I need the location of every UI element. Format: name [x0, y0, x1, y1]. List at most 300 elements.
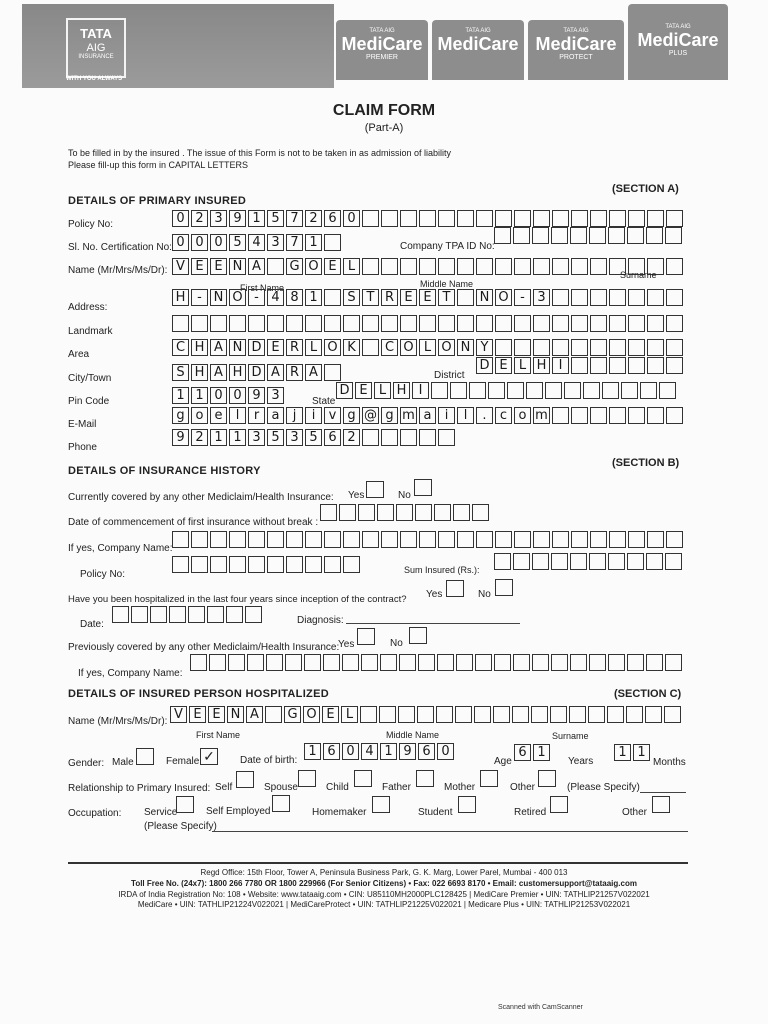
char-box[interactable]	[457, 210, 474, 227]
char-box[interactable]: 0	[191, 234, 208, 251]
char-box[interactable]: A	[305, 364, 322, 381]
char-box[interactable]: E	[419, 289, 436, 306]
char-box[interactable]	[647, 407, 664, 424]
covered-no-checkbox[interactable]	[414, 479, 432, 496]
char-box[interactable]	[400, 531, 417, 548]
char-box[interactable]	[571, 339, 588, 356]
char-box[interactable]: C	[172, 339, 189, 356]
char-box[interactable]	[362, 258, 379, 275]
char-box[interactable]: E	[267, 339, 284, 356]
char-box[interactable]	[551, 553, 568, 570]
char-box[interactable]	[647, 531, 664, 548]
occ-service-checkbox[interactable]	[176, 796, 194, 813]
char-box[interactable]: L	[305, 339, 322, 356]
char-box[interactable]	[381, 258, 398, 275]
char-box[interactable]	[628, 531, 645, 548]
char-box[interactable]: 2	[305, 210, 322, 227]
certification-no-field[interactable]	[172, 234, 343, 251]
char-box[interactable]	[265, 706, 282, 723]
char-box[interactable]: 0	[210, 234, 227, 251]
char-box[interactable]	[665, 227, 682, 244]
char-box[interactable]	[419, 210, 436, 227]
commencement-date-field[interactable]	[320, 504, 491, 521]
char-box[interactable]	[666, 315, 683, 332]
company-name-field[interactable]	[172, 531, 685, 548]
char-box[interactable]: N	[476, 289, 493, 306]
char-box[interactable]	[305, 556, 322, 573]
char-box[interactable]: S	[172, 364, 189, 381]
char-box[interactable]: D	[248, 364, 265, 381]
char-box[interactable]	[112, 606, 129, 623]
char-box[interactable]: 0	[343, 210, 360, 227]
char-box[interactable]	[628, 339, 645, 356]
char-box[interactable]: -	[248, 289, 265, 306]
char-box[interactable]	[381, 210, 398, 227]
char-box[interactable]	[342, 654, 359, 671]
char-box[interactable]	[398, 706, 415, 723]
char-box[interactable]	[590, 210, 607, 227]
char-box[interactable]	[172, 315, 189, 332]
char-box[interactable]	[169, 606, 186, 623]
char-box[interactable]: V	[170, 706, 187, 723]
char-box[interactable]: 1	[533, 744, 550, 761]
phone-field[interactable]	[172, 429, 457, 446]
char-box[interactable]	[362, 531, 379, 548]
char-box[interactable]: N	[229, 258, 246, 275]
char-box[interactable]: 3	[267, 387, 284, 404]
char-box[interactable]	[362, 315, 379, 332]
char-box[interactable]	[533, 315, 550, 332]
char-box[interactable]	[514, 210, 531, 227]
char-box[interactable]	[590, 339, 607, 356]
char-box[interactable]: 1	[172, 387, 189, 404]
char-box[interactable]	[570, 654, 587, 671]
char-box[interactable]	[419, 315, 436, 332]
char-box[interactable]	[551, 227, 568, 244]
char-box[interactable]	[627, 553, 644, 570]
char-box[interactable]	[191, 556, 208, 573]
char-box[interactable]	[589, 227, 606, 244]
char-box[interactable]	[396, 504, 413, 521]
char-box[interactable]	[286, 531, 303, 548]
char-box[interactable]: L	[374, 382, 391, 399]
char-box[interactable]	[533, 258, 550, 275]
diagnosis-field[interactable]	[346, 623, 520, 624]
char-box[interactable]	[324, 234, 341, 251]
char-box[interactable]	[495, 315, 512, 332]
char-box[interactable]: 4	[361, 743, 378, 760]
char-box[interactable]	[304, 654, 321, 671]
char-box[interactable]	[476, 315, 493, 332]
char-box[interactable]: 9	[172, 429, 189, 446]
char-box[interactable]: 2	[343, 429, 360, 446]
char-box[interactable]: L	[514, 357, 531, 374]
rel-spouse-checkbox[interactable]	[298, 770, 316, 787]
char-box[interactable]	[399, 654, 416, 671]
char-box[interactable]: H	[229, 364, 246, 381]
char-box[interactable]	[645, 706, 662, 723]
female-checkbox[interactable]: ✓	[200, 748, 218, 765]
hospitalized-yes-checkbox[interactable]	[446, 580, 464, 597]
char-box[interactable]: E	[495, 357, 512, 374]
char-box[interactable]: e	[210, 407, 227, 424]
char-box[interactable]	[248, 531, 265, 548]
char-box[interactable]: H	[191, 339, 208, 356]
char-box[interactable]	[647, 315, 664, 332]
char-box[interactable]	[436, 706, 453, 723]
age-field[interactable]	[514, 744, 552, 761]
char-box[interactable]	[646, 654, 663, 671]
char-box[interactable]: N	[227, 706, 244, 723]
char-box[interactable]	[628, 315, 645, 332]
char-box[interactable]: l	[229, 407, 246, 424]
char-box[interactable]: 0	[210, 387, 227, 404]
char-box[interactable]: C	[381, 339, 398, 356]
char-box[interactable]: j	[286, 407, 303, 424]
occ-other-checkbox[interactable]	[652, 796, 670, 813]
char-box[interactable]	[627, 227, 644, 244]
covered-yes-checkbox[interactable]	[366, 481, 384, 498]
char-box[interactable]	[362, 210, 379, 227]
char-box[interactable]	[191, 315, 208, 332]
months-field[interactable]	[614, 744, 652, 761]
char-box[interactable]: 5	[267, 210, 284, 227]
char-box[interactable]	[533, 339, 550, 356]
char-box[interactable]: 8	[286, 289, 303, 306]
char-box[interactable]: 0	[172, 210, 189, 227]
char-box[interactable]: 1	[304, 743, 321, 760]
pin-code-field[interactable]	[172, 387, 286, 404]
char-box[interactable]: g	[381, 407, 398, 424]
rel-other-checkbox[interactable]	[538, 770, 556, 787]
char-box[interactable]	[286, 556, 303, 573]
char-box[interactable]	[453, 504, 470, 521]
char-box[interactable]	[607, 706, 624, 723]
state-field[interactable]	[336, 382, 678, 399]
char-box[interactable]	[476, 210, 493, 227]
char-box[interactable]: 4	[267, 289, 284, 306]
char-box[interactable]	[552, 289, 569, 306]
char-box[interactable]	[552, 210, 569, 227]
char-box[interactable]	[131, 606, 148, 623]
char-box[interactable]: A	[248, 258, 265, 275]
char-box[interactable]: 6	[323, 743, 340, 760]
char-box[interactable]	[400, 315, 417, 332]
char-box[interactable]	[571, 289, 588, 306]
char-box[interactable]	[457, 258, 474, 275]
char-box[interactable]	[628, 357, 645, 374]
char-box[interactable]	[266, 654, 283, 671]
char-box[interactable]	[285, 654, 302, 671]
policy-no-field[interactable]	[172, 210, 685, 227]
char-box[interactable]	[172, 556, 189, 573]
char-box[interactable]	[324, 289, 341, 306]
char-box[interactable]: 4	[248, 234, 265, 251]
char-box[interactable]	[381, 315, 398, 332]
char-box[interactable]: O	[438, 339, 455, 356]
char-box[interactable]: A	[267, 364, 284, 381]
hospitalization-date-field[interactable]	[112, 606, 264, 623]
char-box[interactable]: o	[514, 407, 531, 424]
char-box[interactable]	[665, 654, 682, 671]
char-box[interactable]	[267, 315, 284, 332]
char-box[interactable]	[514, 315, 531, 332]
char-box[interactable]	[626, 706, 643, 723]
char-box[interactable]	[343, 531, 360, 548]
char-box[interactable]	[381, 531, 398, 548]
char-box[interactable]: E	[208, 706, 225, 723]
name-field[interactable]	[172, 258, 685, 275]
char-box[interactable]	[571, 210, 588, 227]
char-box[interactable]	[666, 531, 683, 548]
char-box[interactable]	[609, 531, 626, 548]
occ-self-employed-checkbox[interactable]	[272, 795, 290, 812]
char-box[interactable]	[666, 357, 683, 374]
char-box[interactable]	[589, 553, 606, 570]
char-box[interactable]	[210, 315, 227, 332]
char-box[interactable]: 9	[229, 210, 246, 227]
char-box[interactable]: 1	[229, 429, 246, 446]
char-box[interactable]: 6	[324, 210, 341, 227]
char-box[interactable]	[457, 315, 474, 332]
char-box[interactable]	[267, 556, 284, 573]
char-box[interactable]: K	[343, 339, 360, 356]
char-box[interactable]	[564, 382, 581, 399]
char-box[interactable]	[245, 606, 262, 623]
char-box[interactable]: E	[210, 258, 227, 275]
char-box[interactable]	[666, 339, 683, 356]
hospitalized-no-checkbox[interactable]	[495, 579, 513, 596]
char-box[interactable]	[495, 339, 512, 356]
char-box[interactable]: 1	[614, 744, 631, 761]
rel-specify-field[interactable]	[640, 792, 686, 793]
char-box[interactable]	[526, 382, 543, 399]
b-policy-no-field[interactable]	[172, 556, 362, 573]
char-box[interactable]	[474, 706, 491, 723]
char-box[interactable]	[609, 289, 626, 306]
char-box[interactable]	[590, 531, 607, 548]
char-box[interactable]	[590, 407, 607, 424]
char-box[interactable]	[324, 364, 341, 381]
c-name-field[interactable]	[170, 706, 683, 723]
char-box[interactable]: N	[210, 289, 227, 306]
char-box[interactable]	[419, 429, 436, 446]
char-box[interactable]: 1	[191, 387, 208, 404]
char-box[interactable]	[647, 289, 664, 306]
char-box[interactable]	[267, 258, 284, 275]
char-box[interactable]	[469, 382, 486, 399]
char-box[interactable]	[248, 315, 265, 332]
char-box[interactable]	[419, 258, 436, 275]
char-box[interactable]	[533, 210, 550, 227]
char-box[interactable]	[646, 227, 663, 244]
char-box[interactable]: g	[343, 407, 360, 424]
char-box[interactable]	[210, 556, 227, 573]
occ-specify-field[interactable]	[212, 831, 688, 832]
char-box[interactable]	[455, 706, 472, 723]
char-box[interactable]	[361, 654, 378, 671]
char-box[interactable]: A	[210, 364, 227, 381]
char-box[interactable]: O	[303, 706, 320, 723]
char-box[interactable]	[659, 382, 676, 399]
char-box[interactable]	[247, 654, 264, 671]
char-box[interactable]: 5	[267, 429, 284, 446]
tpa-id-field[interactable]	[494, 227, 684, 244]
char-box[interactable]: i	[305, 407, 322, 424]
char-box[interactable]	[339, 504, 356, 521]
rel-child-checkbox[interactable]	[354, 770, 372, 787]
char-box[interactable]: O	[324, 339, 341, 356]
char-box[interactable]	[191, 531, 208, 548]
char-box[interactable]	[608, 553, 625, 570]
char-box[interactable]	[666, 258, 683, 275]
prev-company-field[interactable]	[190, 654, 684, 671]
char-box[interactable]: 1	[633, 744, 650, 761]
char-box[interactable]	[552, 339, 569, 356]
char-box[interactable]: E	[355, 382, 372, 399]
char-box[interactable]: O	[400, 339, 417, 356]
char-box[interactable]: 2	[191, 429, 208, 446]
char-box[interactable]	[228, 654, 245, 671]
char-box[interactable]	[602, 382, 619, 399]
address-field[interactable]	[172, 289, 685, 306]
char-box[interactable]: Y	[476, 339, 493, 356]
char-box[interactable]	[514, 531, 531, 548]
char-box[interactable]: N	[229, 339, 246, 356]
char-box[interactable]	[343, 556, 360, 573]
char-box[interactable]: 3	[286, 429, 303, 446]
char-box[interactable]: A	[246, 706, 263, 723]
char-box[interactable]: L	[419, 339, 436, 356]
char-box[interactable]: a	[267, 407, 284, 424]
char-box[interactable]	[362, 429, 379, 446]
char-box[interactable]	[552, 531, 569, 548]
char-box[interactable]	[666, 289, 683, 306]
char-box[interactable]	[647, 210, 664, 227]
char-box[interactable]	[437, 654, 454, 671]
char-box[interactable]	[324, 531, 341, 548]
char-box[interactable]: H	[191, 364, 208, 381]
char-box[interactable]	[609, 407, 626, 424]
char-box[interactable]: 3	[248, 429, 265, 446]
char-box[interactable]	[438, 531, 455, 548]
char-box[interactable]	[569, 706, 586, 723]
char-box[interactable]	[358, 504, 375, 521]
char-box[interactable]	[305, 531, 322, 548]
char-box[interactable]: L	[341, 706, 358, 723]
char-box[interactable]: 0	[229, 387, 246, 404]
char-box[interactable]	[324, 315, 341, 332]
char-box[interactable]	[494, 553, 511, 570]
char-box[interactable]	[609, 357, 626, 374]
char-box[interactable]	[571, 315, 588, 332]
char-box[interactable]	[608, 654, 625, 671]
char-box[interactable]: -	[191, 289, 208, 306]
char-box[interactable]	[666, 407, 683, 424]
occ-homemaker-checkbox[interactable]	[372, 796, 390, 813]
char-box[interactable]: D	[336, 382, 353, 399]
char-box[interactable]	[570, 227, 587, 244]
char-box[interactable]	[400, 258, 417, 275]
char-box[interactable]	[570, 553, 587, 570]
char-box[interactable]	[286, 315, 303, 332]
char-box[interactable]	[609, 315, 626, 332]
prev-yes-checkbox[interactable]	[357, 628, 375, 645]
char-box[interactable]	[438, 315, 455, 332]
char-box[interactable]	[609, 210, 626, 227]
char-box[interactable]	[434, 504, 451, 521]
char-box[interactable]: 1	[248, 210, 265, 227]
char-box[interactable]: H	[533, 357, 550, 374]
char-box[interactable]	[475, 654, 492, 671]
char-box[interactable]	[267, 531, 284, 548]
occ-retired-checkbox[interactable]	[550, 796, 568, 813]
char-box[interactable]	[627, 654, 644, 671]
char-box[interactable]: 0	[172, 234, 189, 251]
char-box[interactable]: 0	[342, 743, 359, 760]
char-box[interactable]: l	[457, 407, 474, 424]
char-box[interactable]	[531, 706, 548, 723]
char-box[interactable]: O	[305, 258, 322, 275]
char-box[interactable]	[640, 382, 657, 399]
char-box[interactable]: 5	[305, 429, 322, 446]
char-box[interactable]	[647, 357, 664, 374]
char-box[interactable]	[664, 706, 681, 723]
char-box[interactable]	[450, 382, 467, 399]
char-box[interactable]	[621, 382, 638, 399]
char-box[interactable]: V	[172, 258, 189, 275]
char-box[interactable]: T	[438, 289, 455, 306]
char-box[interactable]: A	[210, 339, 227, 356]
char-box[interactable]	[513, 654, 530, 671]
sum-insured-field[interactable]	[494, 553, 684, 570]
char-box[interactable]	[438, 210, 455, 227]
char-box[interactable]	[400, 210, 417, 227]
occ-student-checkbox[interactable]	[458, 796, 476, 813]
char-box[interactable]: D	[476, 357, 493, 374]
area-field[interactable]	[172, 339, 685, 356]
char-box[interactable]: 9	[399, 743, 416, 760]
char-box[interactable]	[513, 553, 530, 570]
char-box[interactable]	[379, 706, 396, 723]
char-box[interactable]	[533, 531, 550, 548]
char-box[interactable]: r	[248, 407, 265, 424]
char-box[interactable]: E	[191, 258, 208, 275]
char-box[interactable]: E	[400, 289, 417, 306]
char-box[interactable]: H	[393, 382, 410, 399]
char-box[interactable]: H	[172, 289, 189, 306]
char-box[interactable]	[532, 227, 549, 244]
char-box[interactable]: a	[419, 407, 436, 424]
char-box[interactable]: E	[189, 706, 206, 723]
rel-mother-checkbox[interactable]	[480, 770, 498, 787]
char-box[interactable]	[647, 339, 664, 356]
char-box[interactable]: 9	[248, 387, 265, 404]
char-box[interactable]	[514, 258, 531, 275]
char-box[interactable]: D	[248, 339, 265, 356]
char-box[interactable]: R	[381, 289, 398, 306]
char-box[interactable]	[552, 407, 569, 424]
char-box[interactable]	[418, 654, 435, 671]
char-box[interactable]	[514, 339, 531, 356]
char-box[interactable]	[590, 315, 607, 332]
char-box[interactable]	[210, 531, 227, 548]
char-box[interactable]	[494, 227, 511, 244]
char-box[interactable]: I	[552, 357, 569, 374]
char-box[interactable]	[323, 654, 340, 671]
char-box[interactable]	[495, 531, 512, 548]
char-box[interactable]	[532, 553, 549, 570]
